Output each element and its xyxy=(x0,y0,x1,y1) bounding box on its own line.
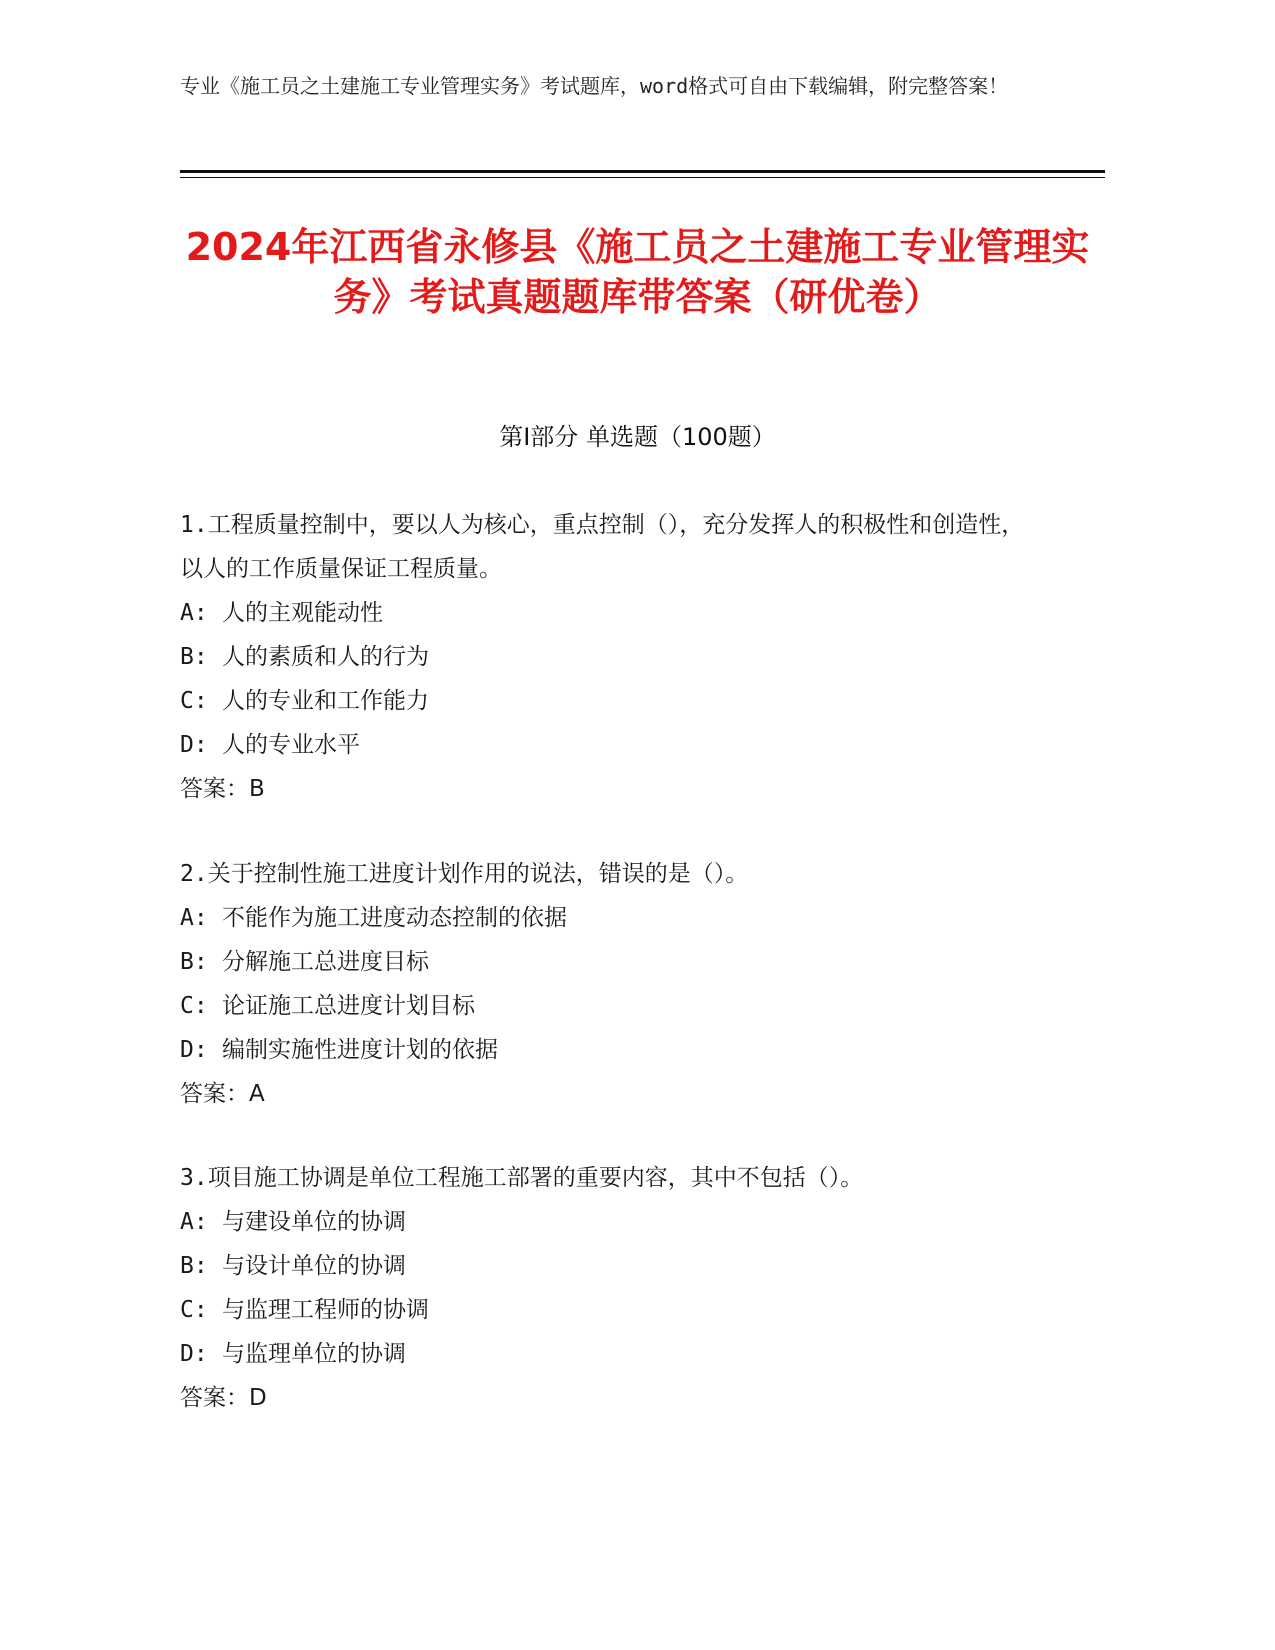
question-option-a xyxy=(180,1200,1040,1244)
option-letter: C: xyxy=(180,993,208,1019)
question-option-b xyxy=(180,940,1040,984)
question-stem: 3.项目施工协调是单位工程施工部署的重要内容，其中不包括（）。 xyxy=(180,1165,864,1191)
header-divider-thick xyxy=(180,170,1105,173)
question-stem: 1.工程质量控制中，要以人为核心，重点控制（），充分发挥人的积极性和创造性，以人的工作质量保证工程质量。 xyxy=(180,512,1025,582)
question-answer: 答案：D xyxy=(180,1385,267,1411)
question-option-d xyxy=(180,723,1040,767)
question-option-d xyxy=(180,1028,1040,1072)
option-letter: B: xyxy=(180,949,208,975)
option-text: 与建设单位的协调 xyxy=(222,1209,406,1235)
question-option-c xyxy=(180,984,1040,1028)
option-letter: C: xyxy=(180,1297,208,1323)
option-text: 人的主观能动性 xyxy=(222,600,383,626)
option-letter: B: xyxy=(180,1253,208,1279)
question-option-a xyxy=(180,896,1040,940)
option-text: 分解施工总进度目标 xyxy=(222,949,429,975)
question-1 xyxy=(180,503,1040,811)
question-option-c xyxy=(180,679,1040,723)
option-letter: C: xyxy=(180,688,208,714)
option-letter: D: xyxy=(180,1341,208,1367)
question-3 xyxy=(180,1156,1040,1420)
option-text: 人的专业水平 xyxy=(222,732,360,758)
question-2 xyxy=(180,852,1040,1116)
option-text: 论证施工总进度计划目标 xyxy=(222,993,475,1019)
document-title: 2024年江西省永修县《施工员之土建施工专业管理实务》考试真题题库带答案（研优卷） xyxy=(185,225,1090,319)
option-text: 人的素质和人的行为 xyxy=(222,644,429,670)
option-text: 不能作为施工进度动态控制的依据 xyxy=(222,905,567,931)
question-stem: 2.关于控制性施工进度计划作用的说法，错误的是（）。 xyxy=(180,861,749,887)
section-title: 第I部分 单选题（100题） xyxy=(499,423,776,451)
question-answer: 答案：A xyxy=(180,1081,265,1107)
header-note: 专业《施工员之土建施工专业管理实务》考试题库，word格式可自由下载编辑，附完整答案！ xyxy=(180,74,1009,98)
question-option-d xyxy=(180,1332,1040,1376)
option-letter: D: xyxy=(180,1037,208,1063)
question-option-b xyxy=(180,1244,1040,1288)
question-option-c xyxy=(180,1288,1040,1332)
option-letter: A: xyxy=(180,600,208,626)
option-text: 与监理单位的协调 xyxy=(222,1341,406,1367)
option-text: 人的专业和工作能力 xyxy=(222,688,429,714)
header-divider-thin xyxy=(180,177,1105,178)
option-letter: A: xyxy=(180,905,208,931)
question-option-b xyxy=(180,635,1040,679)
option-text: 与设计单位的协调 xyxy=(222,1253,406,1279)
question-option-a xyxy=(180,591,1040,635)
option-letter: D: xyxy=(180,732,208,758)
option-text: 编制实施性进度计划的依据 xyxy=(222,1037,498,1063)
option-letter: A: xyxy=(180,1209,208,1235)
option-text: 与监理工程师的协调 xyxy=(222,1297,429,1323)
option-letter: B: xyxy=(180,644,208,670)
question-answer: 答案：B xyxy=(180,776,265,802)
